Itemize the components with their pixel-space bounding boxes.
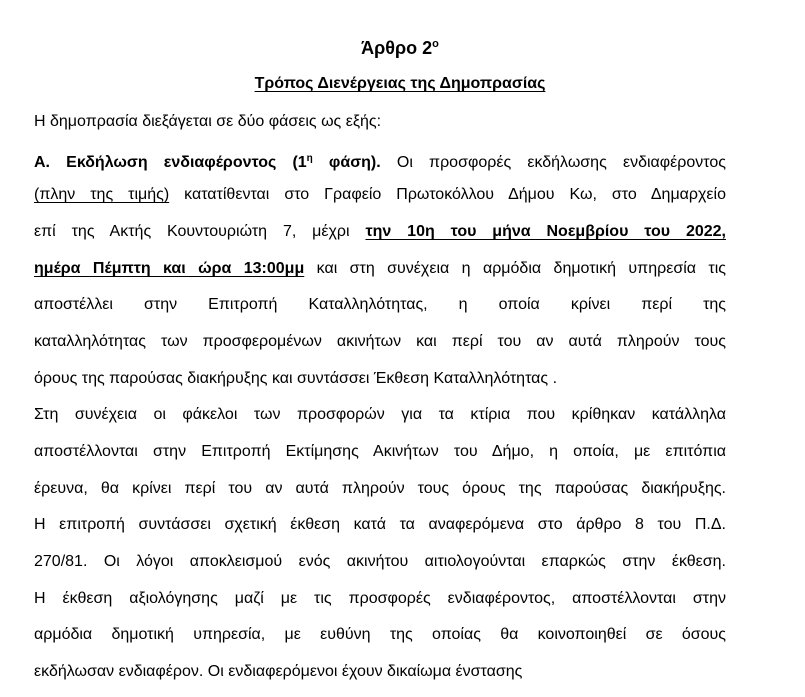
section-a-heading-sup: η	[306, 153, 313, 164]
section-a-line-7: όρους της παρούσας διακήρυξης και συντάσσει Έκθεση Καταλληλότητας .	[34, 370, 558, 387]
article-title	[34, 38, 766, 59]
paragraph-2-line-7: αρμόδια δημοτική υπηρεσία, με ευθύνη της οποίας θα κοινοποιηθεί σε όσους	[34, 626, 726, 643]
section-a-line-5: αποστέλλει στην Επιτροπή Καταλληλότητας, η οποία κρίνει περί της	[34, 296, 726, 313]
section-a-heading	[34, 154, 381, 171]
paragraph-2-line-2: αποστέλλονται στην Επιτροπή Εκτίμησης Ακινήτων του Δήμο, η οποία, με επιτόπια	[34, 443, 726, 460]
paragraph-2-line-1: Στη συνέχεια οι φάκελοι των προσφορών για τα κτίρια που κρίθηκαν κατάλληλα	[34, 406, 726, 423]
section-a-line-4-rest: και στη συνέχεια η αρμόδια δημοτική υπηρεσία τις	[304, 260, 726, 277]
section-a-line-3-plain: επί της Ακτής Κουντουριώτη 7, μέχρι	[34, 223, 366, 240]
section-a-line-3	[34, 222, 726, 242]
price-exclusion-note: (πλην της τιμής)	[34, 186, 170, 203]
section-a-line-6: καταλληλότητας των προσφερομένων ακινήτων και περί του αν αυτά πληρούν τους	[34, 333, 726, 350]
paragraph-2-line-4: Η επιτροπή συντάσσει σχετική έκθεση κατά τα αναφερόμενα στο άρθρο 8 του Π.Δ.	[34, 516, 726, 533]
section-a-line-2-rest: κατατίθενται στο Γραφείο Πρωτοκόλλου Δήμου Κω, στο Δημαρχείο	[169, 186, 726, 203]
section-a-line-2	[34, 185, 726, 205]
article-title-text: Άρθρο 2	[361, 38, 433, 58]
paragraph-2-line-3: έρευνα, θα κρίνει περί του αν αυτά πληρούν τους όρους της παρούσας διακήρυξης.	[34, 480, 726, 497]
deadline-date: την 10η του μήνα Νοεμβρίου του 2022,	[365, 223, 726, 240]
intro-line: Η δημοπρασία διεξάγεται σε δύο φάσεις ως εξής:	[34, 113, 382, 130]
paragraph-2-line-5: 270/81. Οι λόγοι αποκλεισμού ενός ακινήτου αιτιολογούνται επαρκώς στην έκθεση.	[34, 553, 726, 570]
section-a-line-1	[34, 149, 726, 173]
section-a-heading-post: φάση).	[312, 154, 381, 171]
section-a-heading-pre: Α. Εκδήλωση ενδιαφέροντος (1	[34, 154, 307, 171]
paragraph-2-line-8: εκδήλωσαν ενδιαφέρον. Οι ενδιαφερόμενοι έχουν δικαίωμα ένστασης	[34, 663, 523, 680]
article-subtitle: Τρόπος Διενέργειας της Δημοπρασίας	[254, 75, 546, 92]
paragraph-2-line-6: Η έκθεση αξιολόγησης μαζί με τις προσφορές ενδιαφέροντος, αποστέλλονται στην	[34, 590, 726, 607]
section-a-line-1-rest: Οι προσφορές εκδήλωσης ενδιαφέροντος	[380, 154, 726, 171]
section-a-line-4	[34, 259, 726, 279]
article-title-superscript: ο	[432, 38, 439, 50]
deadline-time: ημέρα Πέμπτη και ώρα 13:00μμ	[34, 260, 305, 277]
